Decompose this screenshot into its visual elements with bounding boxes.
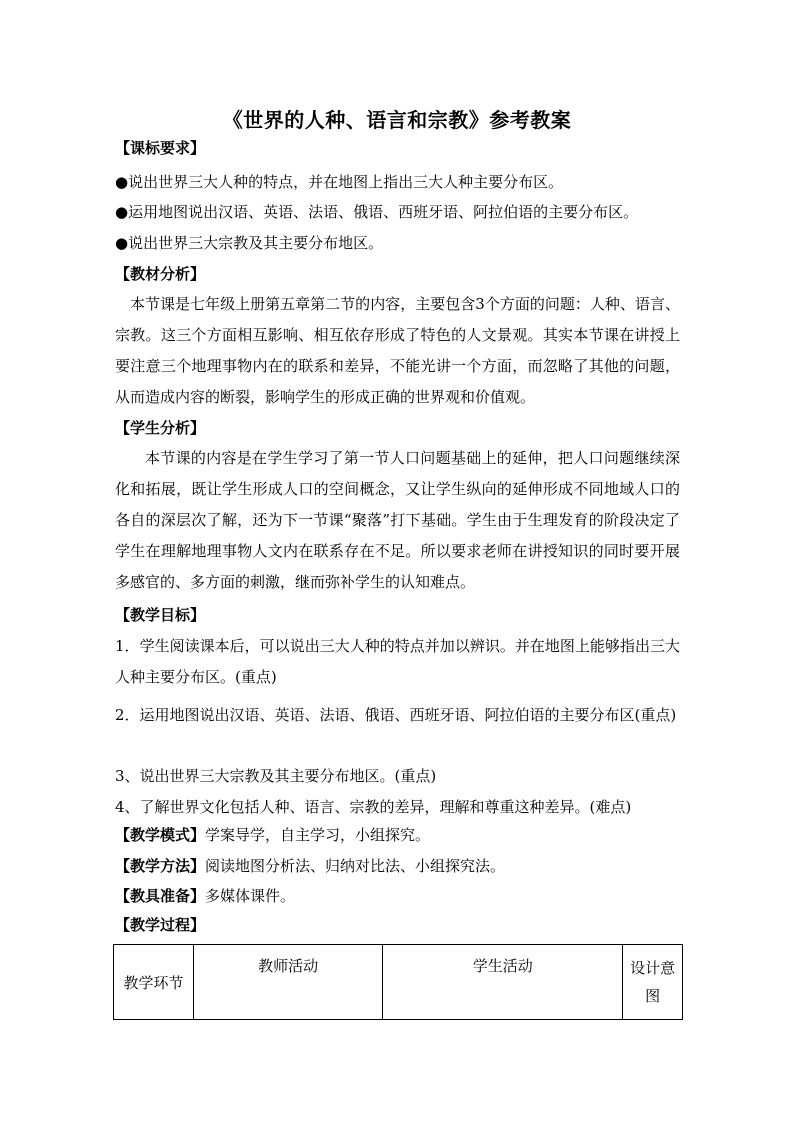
process-table — [113, 944, 683, 1020]
objective-item: 3、说出世界三大宗教及其主要分布地区。(重点) — [115, 767, 437, 785]
table-header-row — [114, 945, 683, 1020]
teaching-mode — [115, 825, 690, 845]
students-heading: 【学生分析】 — [115, 419, 206, 437]
textbook-heading: 【教材分析】 — [115, 265, 206, 283]
process-heading: 【教学过程】 — [115, 916, 206, 934]
teaching-prep-text: 多媒体课件。 — [205, 887, 296, 905]
teaching-mode-label: 【教学模式】 — [115, 826, 206, 844]
table-header-cell: 教学环节 — [114, 945, 194, 1020]
objective-item: 2．运用地图说出汉语、英语、法语、俄语、西班牙语、阿拉伯语的主要分布区(重点) — [115, 706, 677, 724]
teaching-method — [115, 856, 690, 876]
standards-item: ●说出世界三大宗教及其主要分布地区。 — [115, 234, 384, 252]
objective-item: 1．学生阅读课本后，可以说出三大人种的特点并加以辨识。并在地图上能够指出三大人种主要分布区。(重点) — [115, 637, 680, 686]
teaching-prep-label: 【教具准备】 — [115, 887, 206, 905]
standards-item: ●说出世界三大人种的特点，并在地图上指出三大人种主要分布区。 — [115, 173, 564, 191]
standards-heading: 【课标要求】 — [115, 139, 206, 157]
teaching-method-text: 阅读地图分析法、归纳对比法、小组探究法。 — [205, 857, 506, 875]
table-header-cell: 学生活动 — [383, 945, 623, 1020]
teaching-method-label: 【教学方法】 — [115, 857, 206, 875]
teaching-prep — [115, 886, 690, 906]
page-title: 《世界的人种、语言和宗教》参考教案 — [222, 108, 572, 132]
teaching-mode-text: 学案导学，自主学习，小组探究。 — [205, 826, 431, 844]
objectives-heading: 【教学目标】 — [115, 606, 206, 624]
objective-item: 4、了解世界文化包括人种、语言、宗教的差异，理解和尊重这种差异。(难点) — [115, 798, 632, 816]
students-paragraph: 本节课的内容是在学生学习了第一节人口问题基础上的延伸，把人口问题继续深化和拓展，既让学生形成人口的空间概念，又让学生纵向的延伸形成不同地域人口的各自的深层次了解，还为下一节课“聚落”打下基础。学生由于生理发育的阶段决定了学生在理解地理事物人文内在联系存在不足。所以要求老师在讲授知识的同时要开展多感官的、多方面的刺激，继而弥补学生的认知难点。 — [115, 449, 680, 591]
table-header-cell: 教师活动 — [193, 945, 382, 1020]
standards-item: ●运用地图说出汉语、英语、法语、俄语、西班牙语、阿拉伯语的主要分布区。 — [115, 203, 639, 221]
table-header-cell: 设计意图 — [623, 945, 683, 1020]
textbook-paragraph: 本节课是七年级上册第五章第二节的内容，主要包含3个方面的问题：人种、语言、宗教。这三个方面相互影响、相互依存形成了特色的人文景观。其实本节课在讲授上要注意三个地理事物内在的联系和差异，不能光讲一个方面，而忽略了其他的问题，从而造成内容的断裂，影响学生的形成正确的世界观和价值观。 — [115, 295, 680, 406]
